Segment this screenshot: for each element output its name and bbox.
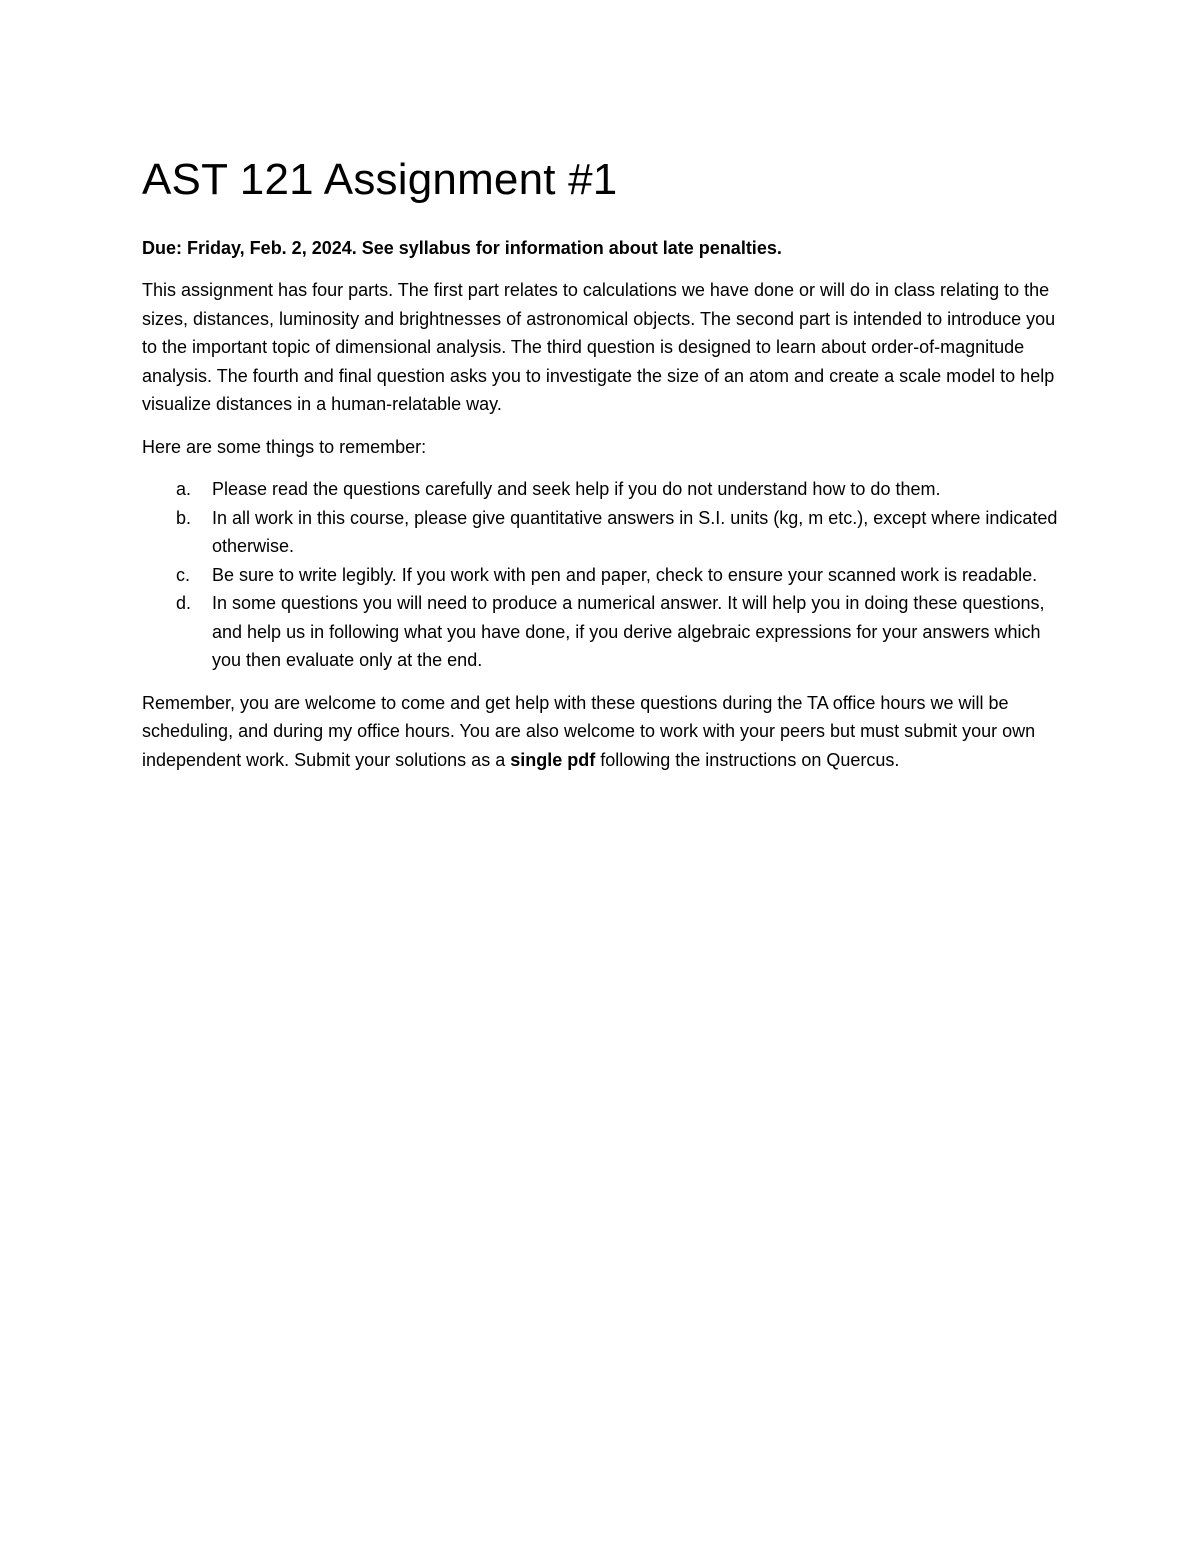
intro-paragraph: This assignment has four parts. The first part relates to calculations we have done or will do in class relating to the sizes, distances, luminosity and brightnesses of astronomical objects. The second part is intended to introduce you to the important topic of dimensional analysis. The third question is designed to learn about order-of-magnitude analysis. The fourth and final question asks you to investigate the size of an atom and create a scale model to help visualize distances in a human-relatable way. xyxy=(142,280,1056,414)
list-marker: b. xyxy=(176,507,192,528)
reminder-item-d xyxy=(142,589,1072,675)
reminder-item-b xyxy=(142,504,1072,561)
closing-paragraph xyxy=(142,689,1072,775)
list-item-text: In all work in this course, please give quantitative answers in S.I. units (kg, m etc.), except where indicated otherwise. xyxy=(212,507,1058,556)
closing-emphasis: single pdf xyxy=(510,749,596,770)
list-item-text: Please read the questions carefully and seek help if you do not understand how to do them. xyxy=(212,479,941,499)
document-content xyxy=(142,150,1072,788)
list-marker: d. xyxy=(176,593,192,613)
list-marker: c. xyxy=(176,564,191,585)
list-item-text: In some questions you will need to produce a numerical answer. It will help you in doing these questions, and help us in following what you have done, if you derive algebraic expressions for your answers which you then evaluate only at the end. xyxy=(212,593,1045,670)
closing-text-before: Remember, you are welcome to come and get help with these questions during the TA office hours we will be scheduling, and during my office hours. You are also welcome to work with your peers but must submit your own independent work. Submit your solutions as a xyxy=(142,692,1036,770)
list-marker: a. xyxy=(176,479,192,499)
document-title: AST 121 Assignment #1 xyxy=(142,155,618,204)
reminders-list xyxy=(142,475,1072,675)
reminders-lead: Here are some things to remember: xyxy=(142,436,427,457)
closing-text-after: following the instructions on Quercus. xyxy=(595,749,900,770)
list-item-text: Be sure to write legibly. If you work with pen and paper, check to ensure your scanned work is readable. xyxy=(212,564,1038,585)
due-date-line: Due: Friday, Feb. 2, 2024. See syllabus for information about late penalties. xyxy=(142,238,782,258)
reminder-item-a xyxy=(142,475,1072,504)
reminder-item-c xyxy=(142,561,1072,590)
